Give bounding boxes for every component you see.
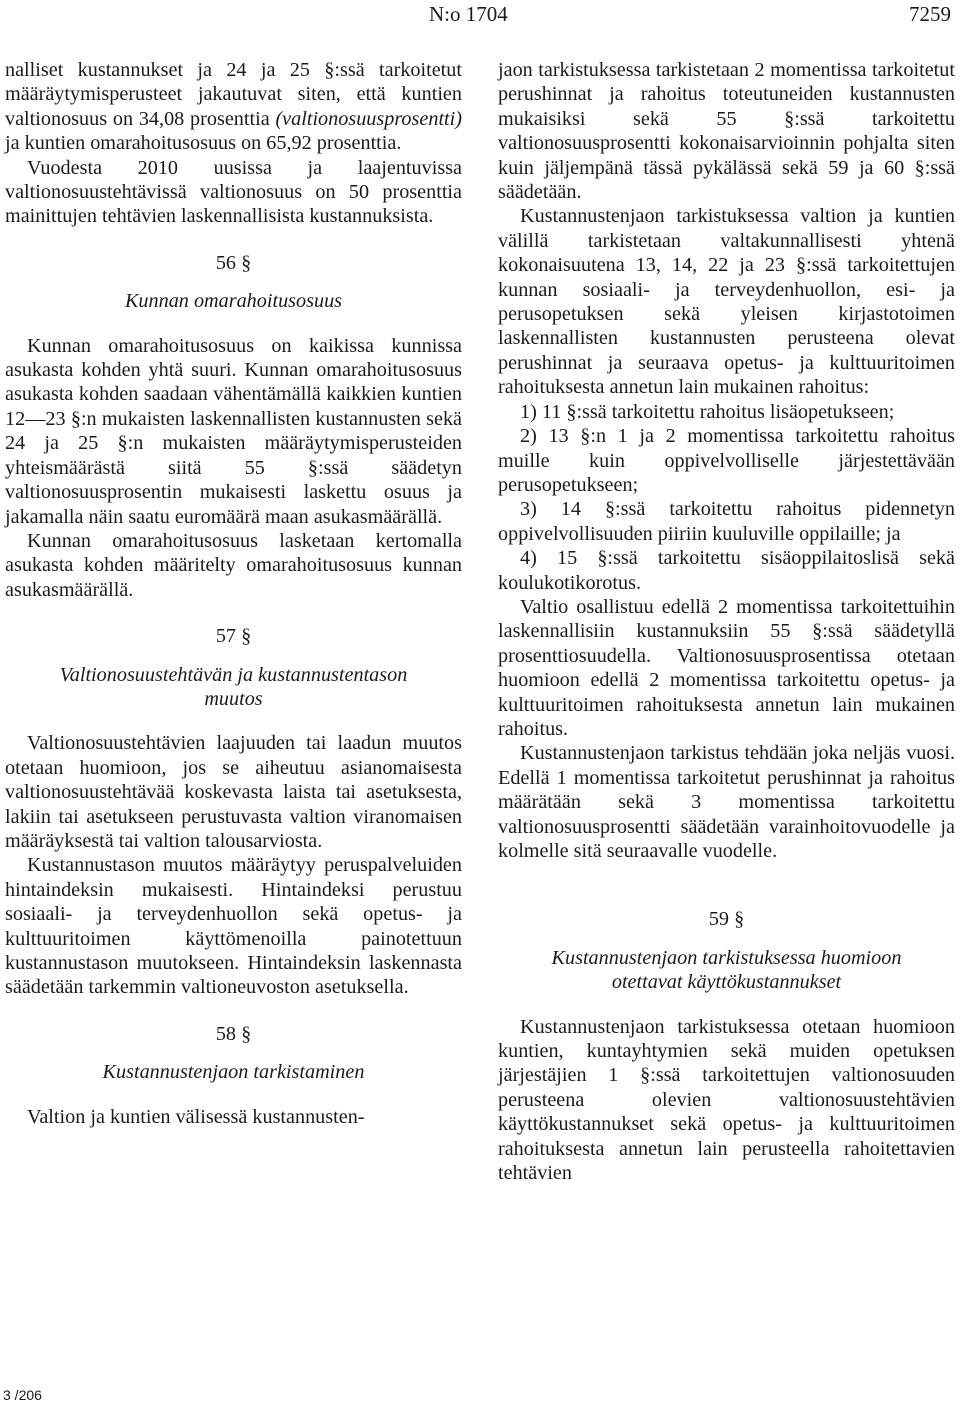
list-item: 1) 11 §:ssä tarkoitettu rahoitus lisäopetukseen; bbox=[520, 400, 895, 423]
section-number-57: 57 § bbox=[215, 625, 252, 648]
italic-term: (valtionosuusprosentti) bbox=[275, 107, 462, 130]
paragraph: Valtionosuustehtävien laajuuden tai laadun muutos otetaan huomioon, jos se aiheutuu asianomaisesta valtionosuustehtävää koskevasta laista tai asetuksesta, lakiin tai asetukseen perustuvasta valtion viranomaisen määräyksestä tai valtion talousarviosta. bbox=[5, 732, 462, 852]
paragraph: Kustannustenjaon tarkistuksessa valtion ja kuntien välillä tarkistetaan valtakunnallisesti yhtenä kokonaisuutena 13, 14, 22 ja 23 §:ssä tarkoitettujen kunnan sosiaali- ja terveydenhuollon, esi- ja perusopetuksen sekä yleisen kirjastotoimen laskennallisten kustannusten perusteena olevat perushinnat ja seuraava opetus- ja kulttuuritoimen rahoituksesta annetun lain mukainen rahoitus: bbox=[498, 205, 955, 399]
paragraph: jaon tarkistuksessa tarkistetaan 2 momentissa tarkoitetut perushinnat ja rahoitus toteutuneiden kustannusten mukaisiksi sekä 55 §:ssä tarkoitettu valtionosuusprosentti kokonaisarvioinnin pohjalta siten kuin jäljempänä tässä pykälässä sekä 59 ja 60 §:ssä säädetään. bbox=[498, 59, 955, 204]
page-header bbox=[0, 0, 960, 30]
section-number-58: 58 § bbox=[215, 1022, 252, 1045]
paragraph: Kustannustenjaon tarkistuksessa otetaan huomioon kuntien, kuntayhtymien sekä muiden opetuksen järjestäjien 1 §:ssä tarkoitettujen valtionosuuden perusteena olevien valtionosuustehtävien käyttökustannukset sekä opetus- ja kulttuuritoimen rahoituksesta annetun lain perusteella rahoitettavien tehtävien bbox=[498, 1015, 955, 1185]
paragraph: Kunnan omarahoitusosuus on kaikissa kunnissa asukasta kohden yhtä suuri. Kunnan omarahoitusosuus asukasta kohden saadaan vähentämällä kaikkien kuntien 12—23 §:n mukaisten laskennallisten kustannusten sekä 24 ja 25 §:n mukaisten määräytymisperusteiden yhteismäärästä siitä 55 §:ssä säädetyn valtionosuusprosentin mukaisesti laskettu osuus ja jakamalla näin saatu euromäärä maan asukasmäärällä. bbox=[5, 334, 462, 528]
page-number: 7259 bbox=[909, 2, 951, 26]
list-item: 4) 15 §:ssä tarkoitettu sisäoppilaitoslisä sekä koulukotikorotus. bbox=[498, 547, 955, 594]
list-item: 2) 13 §:n 1 ja 2 momentissa tarkoitettu rahoitus muille kuin oppivelvolliselle järjestettävään perusopetukseen; bbox=[498, 425, 955, 496]
paragraph: Vuodesta 2010 uusissa ja laajentuvissa valtionosuustehtävissä valtionosuus on 50 prosenttia mainittujen tehtävien laskennallisista kustannuksista. bbox=[5, 156, 462, 228]
paragraph: Kunnan omarahoitusosuus lasketaan kertomalla asukasta kohden määritelty omarahoitusosuus kunnan asukasmäärällä. bbox=[5, 529, 462, 601]
section-title-line: muutos bbox=[204, 687, 263, 710]
section-title-line: Kustannustenjaon tarkistuksessa huomioon bbox=[551, 946, 902, 969]
section-title-59 bbox=[498, 946, 955, 995]
section-title-line: Valtionosuustehtävän ja kustannustentason bbox=[59, 663, 408, 686]
paragraph bbox=[5, 58, 462, 156]
right-column bbox=[498, 58, 955, 1185]
section-number-56: 56 § bbox=[215, 251, 252, 274]
paragraph: Valtio osallistuu edellä 2 momentissa tarkoitettuihin laskennallisiin kustannuksiin 55 §:ssä säädetyllä prosenttiosuudella. Valtionosuusprosentissa otetaan huomioon edellä 2 momentissa tarkoitettu opetus- ja kulttuuritoimen rahoituksesta annetun lain mukainen rahoitus. bbox=[498, 595, 955, 740]
document-number: N:o 1704 bbox=[429, 2, 508, 26]
paragraph: Valtion ja kuntien välisessä kustannusten- bbox=[27, 1105, 365, 1128]
section-title-58: Kustannustenjaon tarkistaminen bbox=[102, 1061, 365, 1084]
section-title-line: otettavat käyttökustannukset bbox=[611, 971, 842, 994]
footer-mark: 3 /206 bbox=[3, 1387, 42, 1403]
paragraph-text: ja kuntien omarahoitusosuus on 65,92 prosenttia. bbox=[5, 132, 402, 155]
paragraph: Kustannustenjaon tarkistus tehdään joka neljäs vuosi. Edellä 1 momentissa tarkoitetut perushinnat ja rahoitus määrätään sekä 3 momentissa tarkoitettu valtionosuusprosentti säädetään varainhoitovuodelle ja kolmelle sitä seuraavalle vuodelle. bbox=[498, 742, 955, 862]
paragraph: Kustannustason muutos määräytyy peruspalveluiden hintaindeksin mukaisesti. Hintaindeksi perustuu sosiaali- ja terveydenhuollon sekä opetus- ja kulttuuritoimen käyttömenoilla painotettuun kustannustason muutokseen. Hintaindeksin laskennasta säädetään tarkemmin valtioneuvoston asetuksella. bbox=[5, 854, 462, 999]
section-title-56: Kunnan omarahoitusosuus bbox=[124, 290, 343, 313]
list-item: 3) 14 §:ssä tarkoitettu rahoitus pidennetyn oppivelvollisuuden piiriin kuuluville oppilaille; ja bbox=[498, 498, 955, 545]
section-number-59: 59 § bbox=[708, 908, 745, 931]
paragraph-text: nalliset kustannukset ja 24 ja 25 §:ssä tarkoitetut määräytymisperusteet jakautuvat siten, että kuntien valtionosuus on 34,08 prosenttia bbox=[5, 59, 462, 130]
left-column bbox=[5, 58, 462, 1129]
section-title-57 bbox=[5, 663, 462, 712]
